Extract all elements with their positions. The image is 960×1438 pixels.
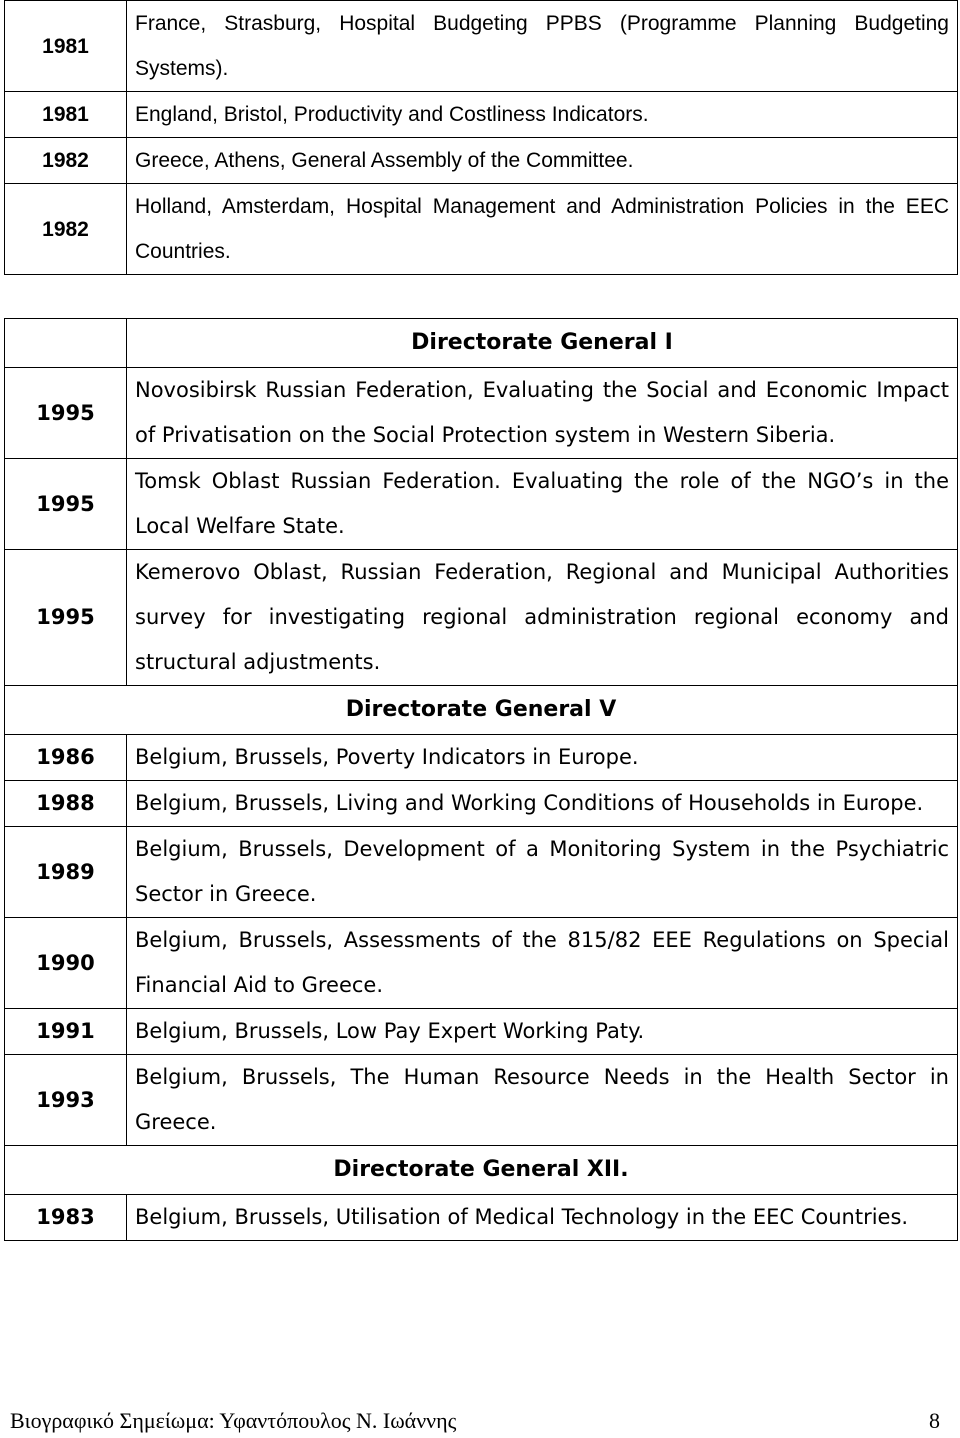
- table-row: [5, 827, 958, 918]
- page-number: 8: [929, 1408, 940, 1433]
- table-row: [5, 368, 958, 459]
- table-row: [5, 918, 958, 1009]
- cv-table-directorates: [4, 318, 958, 1241]
- table-row: [5, 1, 958, 92]
- row-year: 1995: [5, 550, 127, 686]
- section-header-row: [5, 1146, 958, 1195]
- section-header-row: [5, 319, 958, 368]
- section-title: Directorate General V: [5, 686, 958, 735]
- row-year: 1982: [5, 138, 127, 184]
- table-row: [5, 550, 958, 686]
- table-row: [5, 781, 958, 827]
- row-year: 1986: [5, 735, 127, 781]
- row-year: 1982: [5, 184, 127, 275]
- row-description: Belgium, Brussels, Utilisation of Medical Technology in the EEC Countries.: [127, 1195, 958, 1241]
- table-row: [5, 184, 958, 275]
- row-description: England, Bristol, Productivity and Costliness Indicators.: [127, 92, 958, 138]
- row-description: Belgium, Brussels, The Human Resource Needs in the Health Sector in Greece.: [127, 1055, 958, 1146]
- row-year: 1988: [5, 781, 127, 827]
- table-row: [5, 735, 958, 781]
- cv-table-directorates-body: [5, 319, 958, 1241]
- cv-table-early-body: [5, 1, 958, 275]
- table-row: [5, 1055, 958, 1146]
- row-description: Belgium, Brussels, Low Pay Expert Working Paty.: [127, 1009, 958, 1055]
- row-description: Belgium, Brussels, Living and Working Conditions of Households in Europe.: [127, 781, 958, 827]
- row-year: 1989: [5, 827, 127, 918]
- section-title: Directorate General I: [127, 319, 958, 368]
- row-description: Tomsk Oblast Russian Federation. Evaluating the role of the NGO’s in the Local Welfare State.: [127, 459, 958, 550]
- footer-title: Βιογραφικό Σημείωμα: Υφαντόπουλος Ν. Ιωάννης: [10, 1408, 457, 1433]
- table-row: [5, 1195, 958, 1241]
- table-row: [5, 459, 958, 550]
- table-row: [5, 92, 958, 138]
- row-year: 1981: [5, 1, 127, 92]
- row-year: 1995: [5, 368, 127, 459]
- row-year: 1990: [5, 918, 127, 1009]
- table-row: [5, 1009, 958, 1055]
- section-title: Directorate General XII.: [5, 1146, 958, 1195]
- cv-table-early: [4, 0, 958, 275]
- row-year: 1993: [5, 1055, 127, 1146]
- row-description: France, Strasburg, Hospital Budgeting PPBS (Programme Planning Budgeting Systems).: [127, 1, 958, 92]
- row-description: Holland, Amsterdam, Hospital Management and Administration Policies in the EEC Countries.: [127, 184, 958, 275]
- section-header-row: [5, 686, 958, 735]
- row-description: Greece, Athens, General Assembly of the Committee.: [127, 138, 958, 184]
- table-row: [5, 138, 958, 184]
- row-description: Kemerovo Oblast, Russian Federation, Regional and Municipal Authorities survey for investigating regional administration regional economy and structural adjustments.: [127, 550, 958, 686]
- row-description: Novosibirsk Russian Federation, Evaluating the Social and Economic Impact of Privatisation on the Social Protection system in Western Siberia.: [127, 368, 958, 459]
- row-year: 1991: [5, 1009, 127, 1055]
- section-year-spacer: [5, 319, 127, 368]
- row-description: Belgium, Brussels, Development of a Monitoring System in the Psychiatric Sector in Greece.: [127, 827, 958, 918]
- row-year: 1995: [5, 459, 127, 550]
- row-year: 1981: [5, 92, 127, 138]
- row-description: Belgium, Brussels, Poverty Indicators in Europe.: [127, 735, 958, 781]
- row-description: Belgium, Brussels, Assessments of the 815/82 EEE Regulations on Special Financial Aid to Greece.: [127, 918, 958, 1009]
- row-year: 1983: [5, 1195, 127, 1241]
